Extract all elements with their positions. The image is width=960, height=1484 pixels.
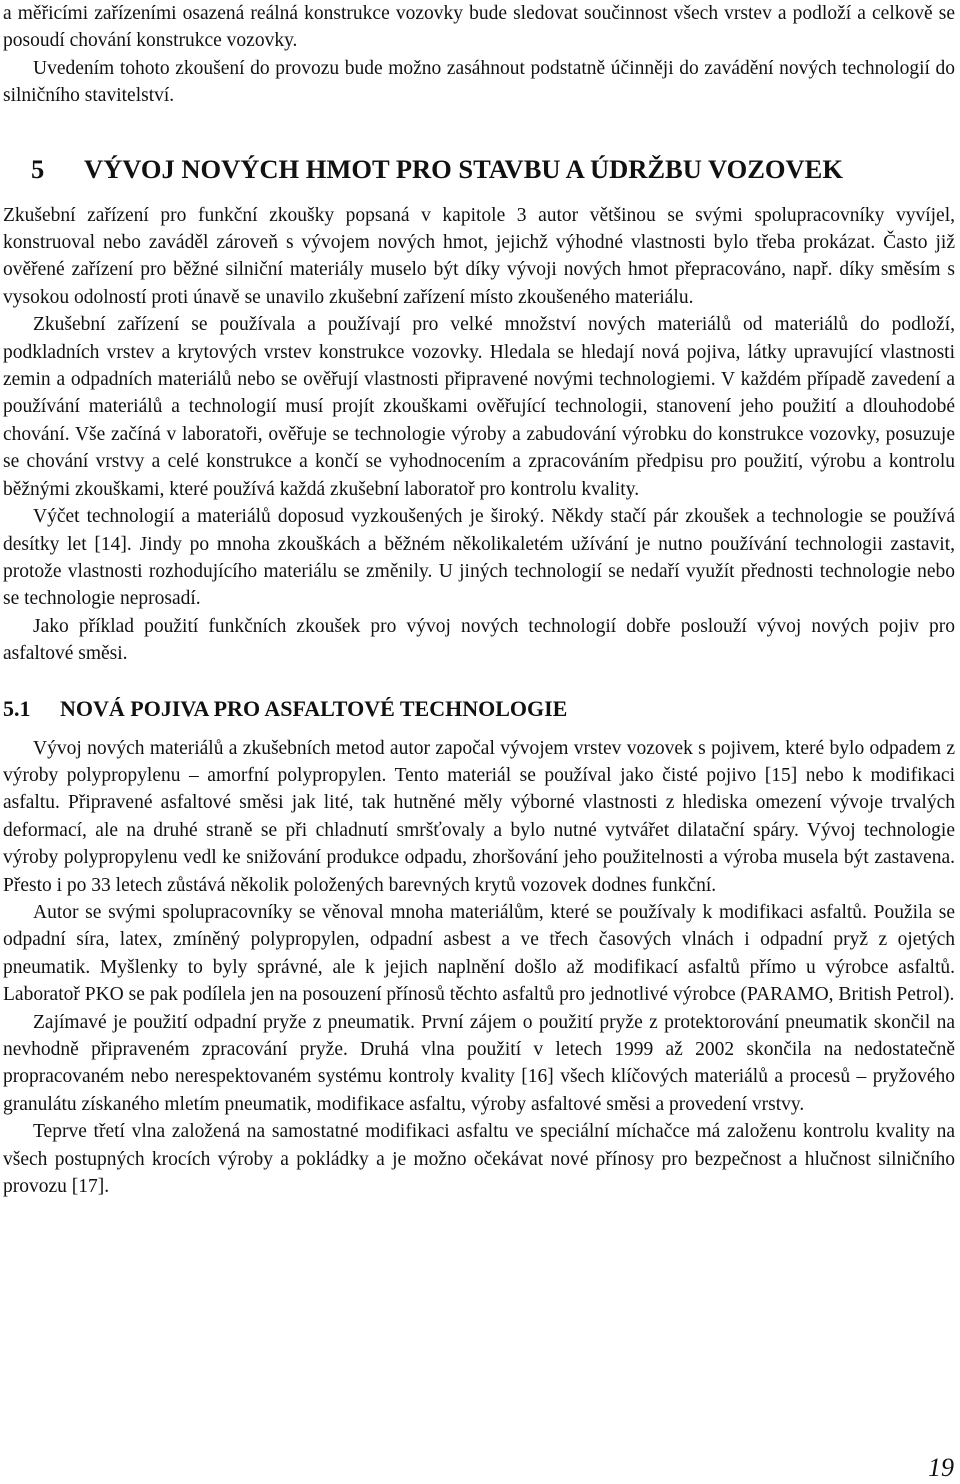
intro-paragraph: Uvedením tohoto zkoušení do provozu bude možno zasáhnout podstatně účinněji do zavádění nových technologií do silničního stavitelství. [3, 57, 955, 107]
page-number: 19 [928, 1453, 954, 1482]
chapter-number: 5 [31, 153, 45, 184]
chapter-title: VÝVOJ NOVÝCH HMOT PRO STAVBU A ÚDRŽBU VOZOVEK [84, 153, 843, 184]
section-paragraph: Vývoj nových materiálů a zkušebních metod autor započal vývojem vrstev vozovek s pojivem, které bylo odpadem z výroby polypropylenu – amorfní polypropylen. Tento materiál se používal jako čisté pojivo [15] nebo k modifikaci asfaltu. Připravené asfaltové směsi jak lité, tak hutněné měly výborné vlastnosti z hlediska omezení vývoje trvalých deformací, ale na druhé straně se při chladnutí smršťovaly a bylo nutné vytvářet dilatační spáry. Vývoj technologie výroby polypropylenu vedl ke snižování produkce odpadu, zhoršování jeho použitelnosti a výroba musela být zastavena. Přesto i po 33 letech zůstává několik položených barevných krytů vozovek dodnes funkční. [3, 737, 955, 896]
chapter-paragraph: Výčet technologií a materiálů doposud vyzkoušených je široký. Někdy stačí pár zkoušek a technologie se používá desítky let [14]. Jindy po mnoha zkouškách a běžném několikaletém užívání je nutno používání technologii zastavit, protože vlastnosti rozhodujícího materiálu se změnily. U jiných technologií se nedaří využít přednosti technologie nebo se technologie neprosadí. [3, 506, 955, 610]
chapter-paragraph: Zkušební zařízení se používala a používají pro velké množství nových materiálů od materiálů do podloží, podkladních vrstev a krytových vrstev konstrukce vozovky. Hledala se hledají nová pojiva, látky upravující vlastnosti zemin a odpadních materiálů nebo se ověřují vlastnosti připravené novými technologiemi. V každém případě zavedení a používání materiálů a technologií musí projít zkouškami ověřující technologii, stanovení jeho použití a dlouhodobé chování. Vše začíná v laboratoři, ověřuje se technologie výroby a zabudování výrobku do konstrukce vozovky, posuzuje se chování vrstvy a celé konstrukce a končí se vyhodnocením a zpracováním předpisu pro použití, výrobu a kontrolu běžnými zkouškami, které používá každá zkušební laboratoř pro kontrolu kvality. [3, 314, 955, 500]
chapter-heading [3, 152, 955, 186]
document-page [3, 0, 955, 1200]
chapter-paragraph: Jako příklad použití funkčních zkoušek pro vývoj nových technologií dobře poslouží vývoj nových pojiv pro asfaltové směsi. [3, 615, 955, 665]
section-paragraph: Teprve třetí vlna založená na samostatné modifikaci asfaltu ve speciální míchačce má založenu kontrolu kvality na všech postupných krocích výroby a pokládky a je možno očekávat nové přínosy pro bezpečnost a hlučnost silničního provozu [17]. [3, 1121, 955, 1198]
section-paragraph: Zajímavé je použití odpadní pryže z pneumatik. První zájem o použití pryže z protektorování pneumatik skončil na nevhodně připraveném zpracování pryže. Druhá vlna použití v letech 1999 až 2002 skončila na nedostatečně propracovaném nebo nerespektovaném systému kontroly kvality [16] všech klíčových materiálů a procesů – pryžového granulátu získaného mletím pneumatik, modifikace asfaltu, výroby asfaltové směsi a provedení vrstvy. [3, 1011, 955, 1115]
intro-paragraph-continuation: a měřicími zařízeními osazená reálná konstrukce vozovky bude sledovat součinnost všech vrstev a podloží a celkově se posoudí chování konstrukce vozovky. [3, 3, 955, 52]
section-heading [3, 694, 955, 724]
chapter-paragraph: Zkušební zařízení pro funkční zkoušky popsaná v kapitole 3 autor většinou se svými spolupracovníky vyvíjel, konstruoval nebo zaváděl zároveň s vývojem nových hmot, jejichž výhodné vlastnosti bylo třeba prokázat. Často již ověřené zařízení pro běžné silniční materiály muselo být díky vývoji nových hmot přepracováno, např. díky směsím s vysokou odolností proti únavě se unavilo zkušební zařízení místo zkoušeného materiálu. [3, 204, 955, 308]
section-title: NOVÁ POJIVA PRO ASFALTOVÉ TECHNOLOGIE [60, 695, 568, 721]
section-number: 5.1 [3, 695, 31, 721]
section-paragraph: Autor se svými spolupracovníky se věnoval mnoha materiálům, které se používaly k modifikaci asfaltů. Použila se odpadní síra, latex, zmíněný polypropylen, odpadní asbest a ve třech časových vlnách i odpadní pryž z ojetých pneumatik. Myšlenky to byly správné, ale k jejich naplnění došlo až modifikací asfaltů přímo u výrobce asfaltů. Laboratoř PKO se pak podílela jen na posouzení přínosů těchto asfaltů pro jednotlivé výrobce (PARAMO, British Petrol). [3, 901, 955, 1006]
